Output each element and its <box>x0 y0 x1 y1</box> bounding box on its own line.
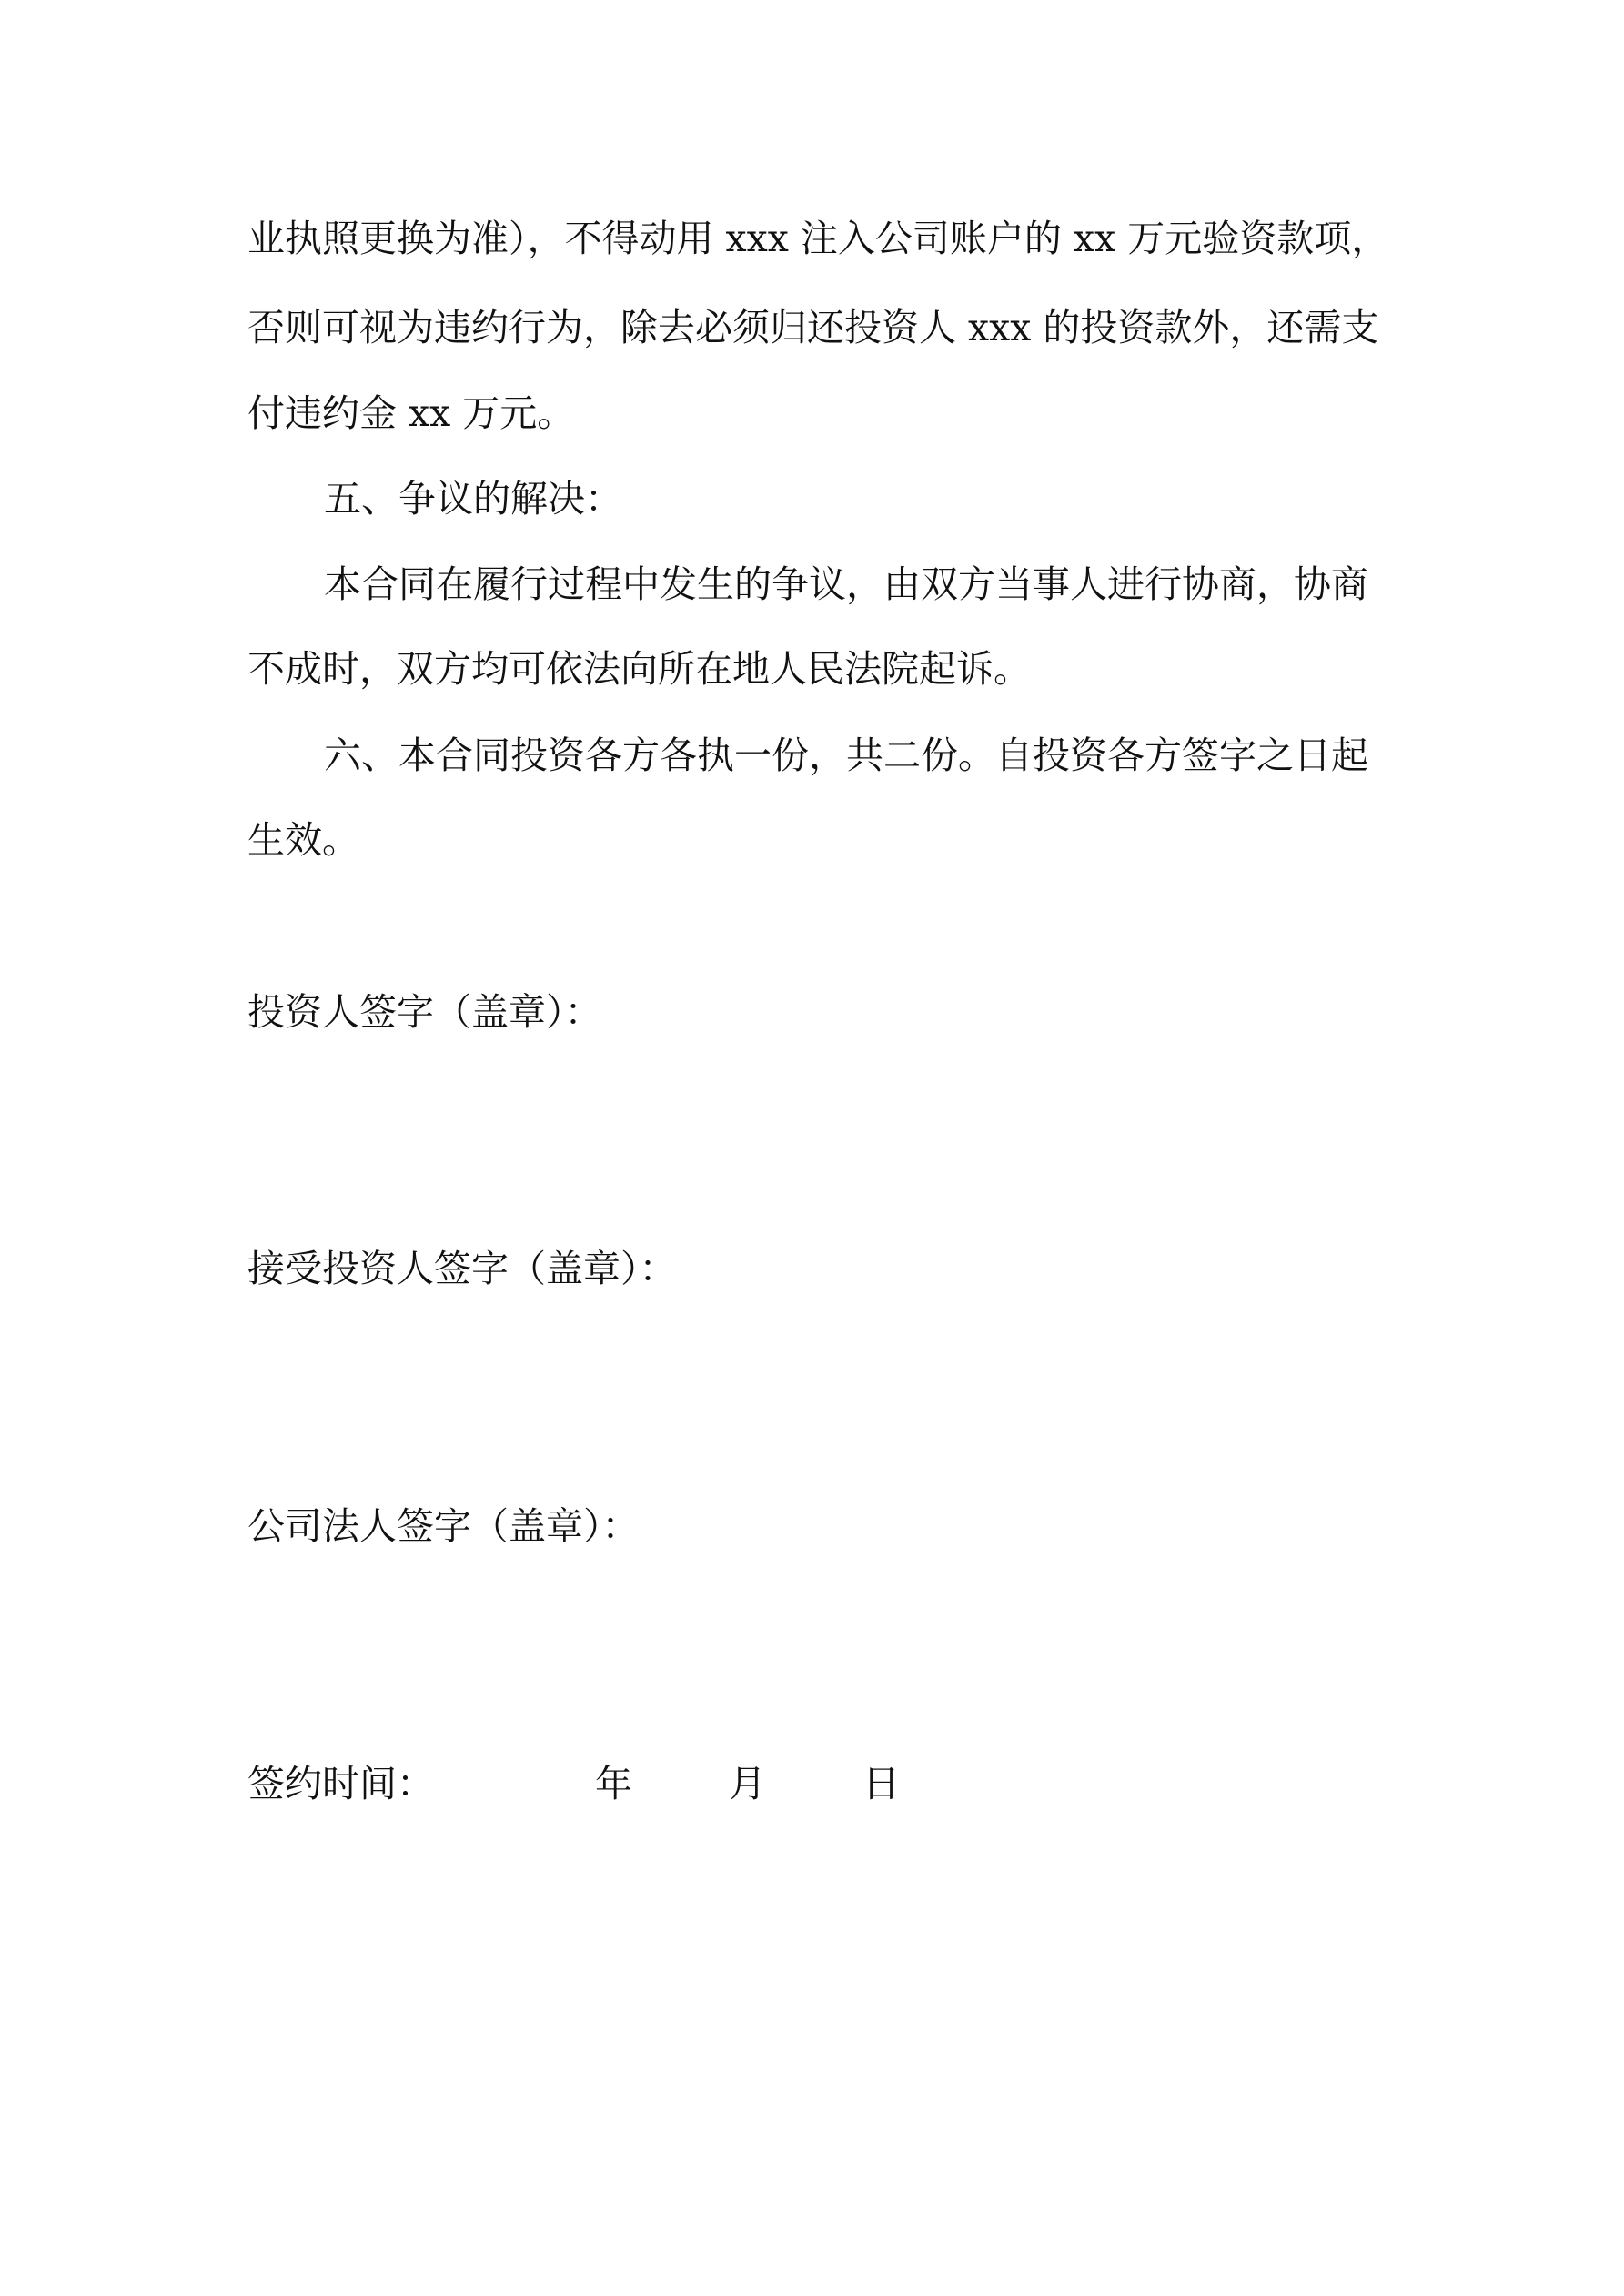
paragraph-line: 本合同在履行过程中发生的争议，由双方当事人进行协商，协商 <box>324 562 1368 606</box>
paragraph-line: 不成时，双方均可依法向所在地人民法院起诉。 <box>247 647 1031 691</box>
signature-company-legal-rep-label: 公司法人签字（盖章）： <box>247 1504 640 1548</box>
signature-recipient-label: 接受投资人签字（盖章）： <box>247 1247 677 1290</box>
signing-date-month: 月 <box>729 1762 766 1805</box>
paragraph-line: 六、本合同投资各方各执一份，共二份。自投资各方签字之日起 <box>324 733 1368 777</box>
paragraph-line: 否则可视为违约行为，除去必须归还投资人 xxx 的投资款外，还需支 <box>247 306 1379 349</box>
paragraph-line: 业执照更换为准），不得动用 xxx 注入公司账户的 xx 万元验资款项， <box>247 217 1389 260</box>
signing-date-year: 年 <box>595 1762 632 1805</box>
signing-date-day: 日 <box>862 1762 900 1805</box>
section-heading: 五、争议的解决： <box>324 477 622 521</box>
paragraph-line: 付违约金 xx 万元。 <box>247 391 575 435</box>
signature-investor-label: 投资人签字（盖章）： <box>247 990 602 1034</box>
signing-date-label: 签约时间： <box>247 1762 434 1805</box>
paragraph-line: 生效。 <box>247 818 359 862</box>
